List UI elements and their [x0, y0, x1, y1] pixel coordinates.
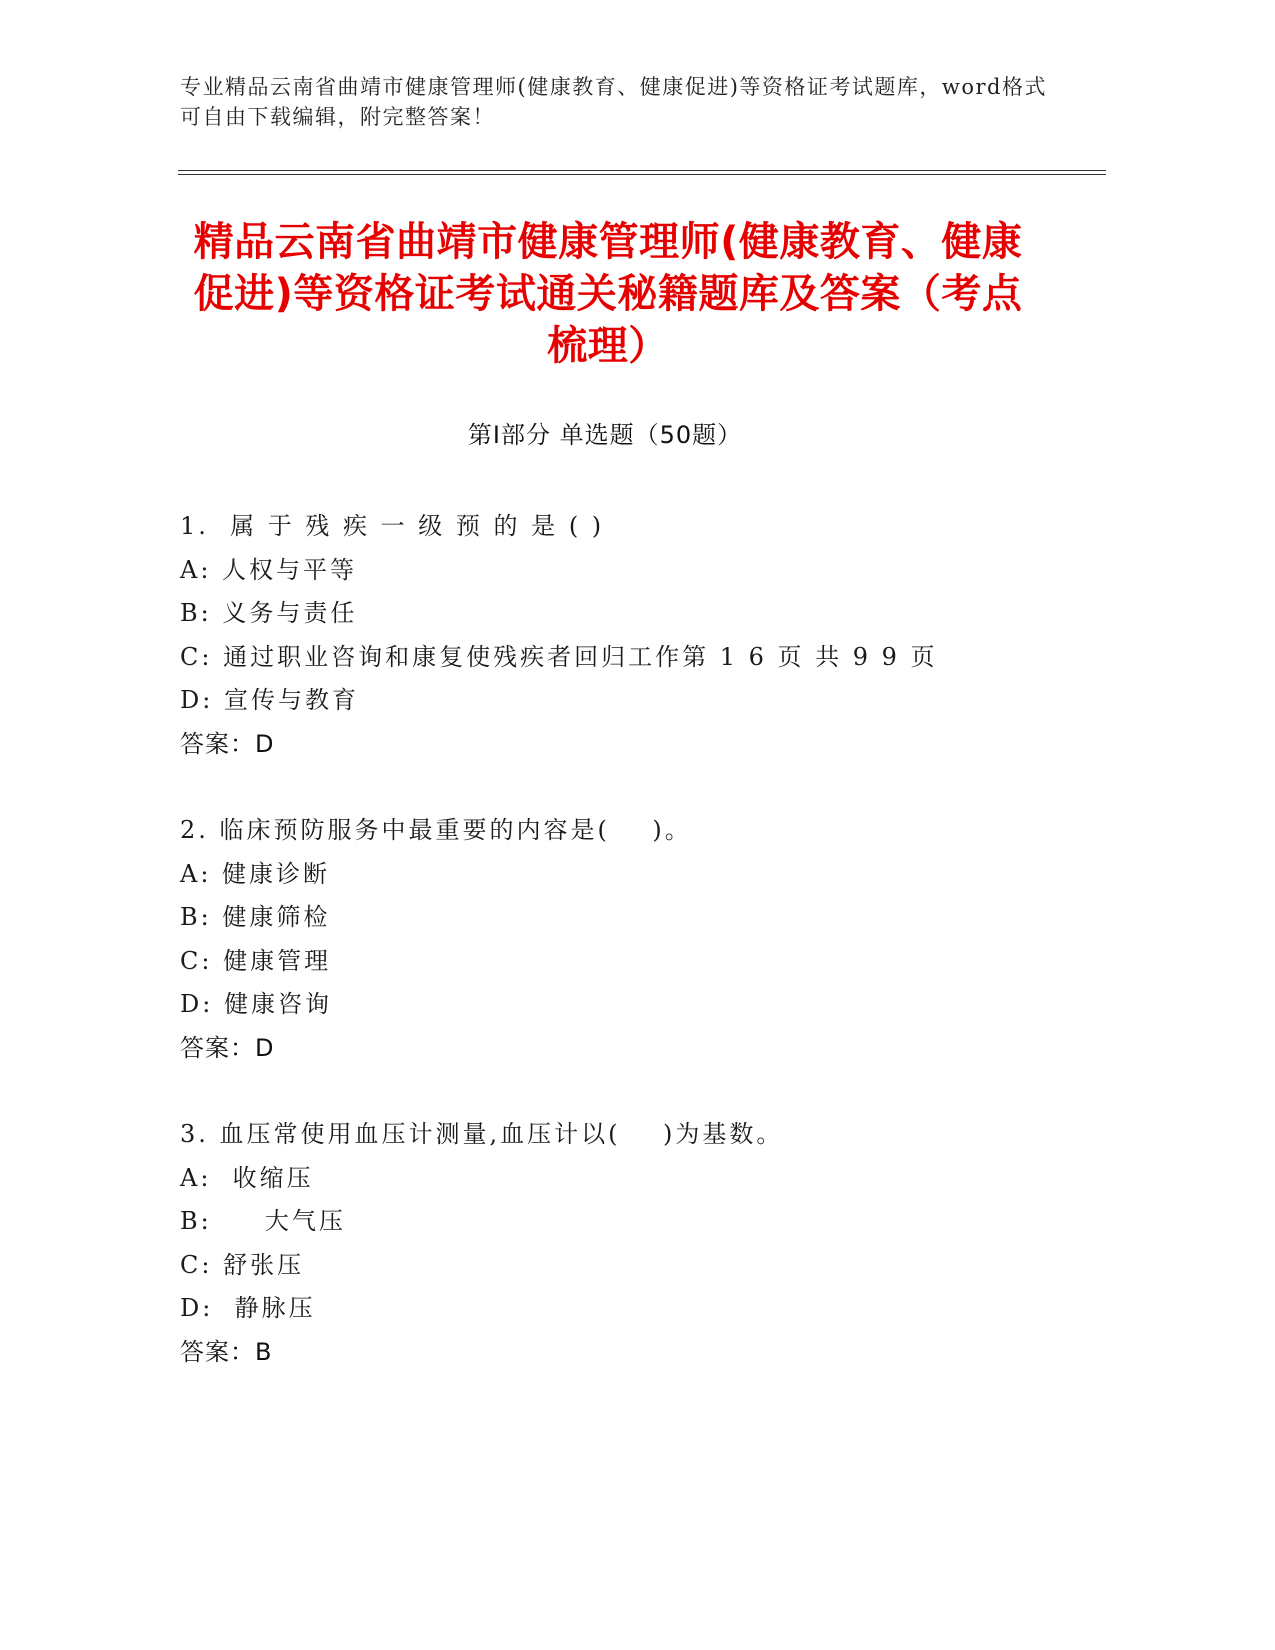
header-note: 专业精品云南省曲靖市健康管理师(健康教育、健康促进)等资格证考试题库，word格式可自由下载编辑，附完整答案！ — [180, 75, 1047, 129]
answer-label: 答案：B — [180, 1337, 273, 1366]
option-a: A: 收缩压 — [180, 1163, 314, 1192]
option-c: C: 通过职业咨询和康复使残疾者回归工作第 1 6 页 共 9 9 页 — [180, 642, 938, 671]
option-b: B: 义务与责任 — [180, 599, 358, 627]
question-stem: 3. 血压常使用血压计测量,血压计以( )为基数。 — [180, 1120, 784, 1148]
option-d: D: 静脉压 — [180, 1294, 316, 1322]
option-d: D: 健康咨询 — [180, 990, 332, 1018]
option-b: B: 健康筛检 — [180, 903, 331, 931]
option-b: B: 大气压 — [180, 1207, 346, 1235]
section-title: 第Ⅰ部分 单选题（50题） — [467, 421, 743, 449]
option-c: C: 舒张压 — [180, 1250, 305, 1279]
answer-label: 答案：D — [180, 1033, 275, 1062]
option-c: C: 健康管理 — [180, 946, 332, 975]
question-stem: 1. 属 于 残 疾 一 级 预 的 是 ( ) — [180, 512, 605, 540]
question-list — [180, 505, 1080, 1417]
answer-label: 答案：D — [180, 729, 275, 758]
option-d: D: 宣传与教育 — [180, 686, 359, 714]
header-divider — [178, 170, 1106, 175]
option-a: A: 人权与平等 — [180, 555, 358, 584]
option-a: A: 健康诊断 — [180, 859, 331, 888]
document-title: 精品云南省曲靖市健康管理师(健康教育、健康促进)等资格证考试通关秘籍题库及答案（考点梳理） — [193, 219, 1023, 369]
question-item — [180, 505, 1080, 766]
question-stem: 2. 临床预防服务中最重要的内容是( )。 — [180, 816, 692, 844]
question-item — [180, 1113, 1080, 1374]
question-item — [180, 809, 1080, 1070]
